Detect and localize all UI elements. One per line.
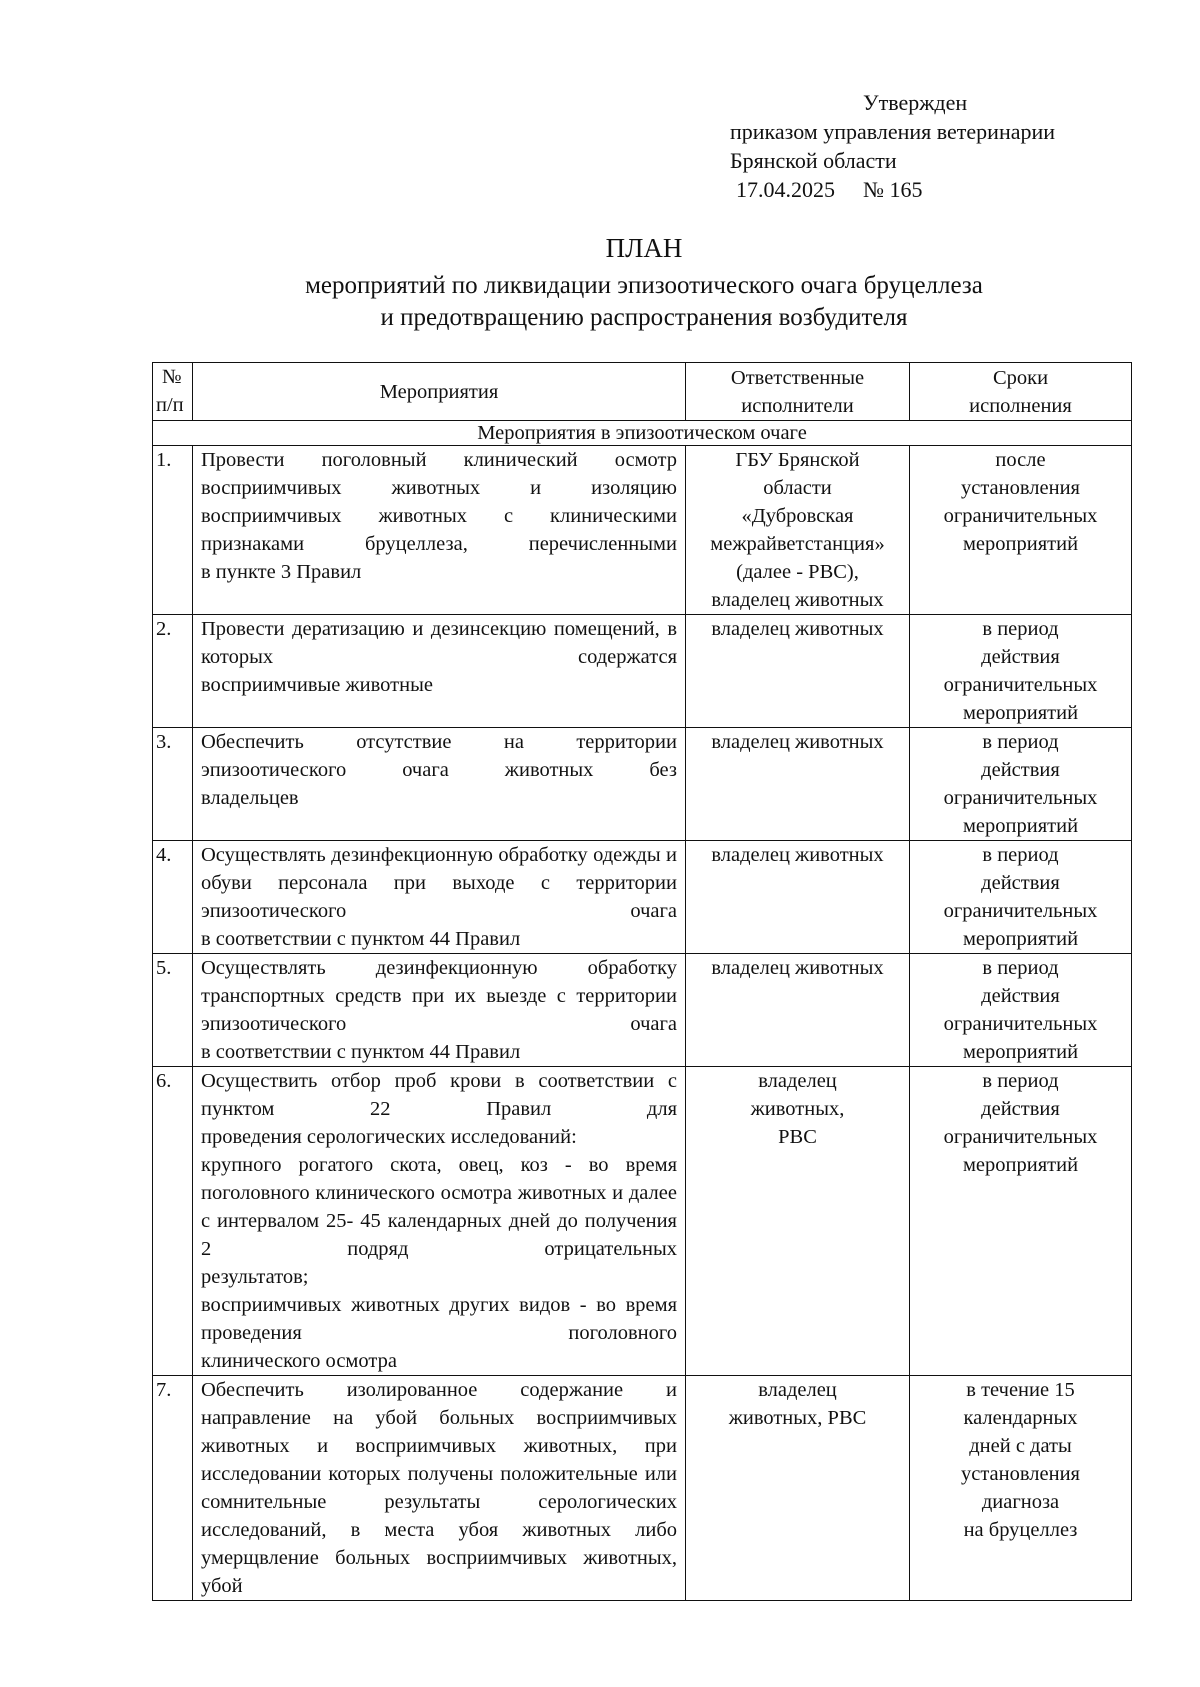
activity-cell xyxy=(193,728,686,841)
responsible-cell xyxy=(686,1376,910,1601)
activity-text-5-a: Осуществлять дезинфекционную обработку транспортных средств при их выезде с территории эпизоотического очага xyxy=(201,957,677,1035)
activity-cell xyxy=(193,841,686,954)
term-line: установления xyxy=(961,1463,1080,1485)
term-line: в период xyxy=(982,618,1059,640)
responsible-cell xyxy=(686,728,910,841)
term-line: дней с даты xyxy=(969,1435,1072,1457)
term-cell xyxy=(910,446,1132,615)
term-line: в период xyxy=(982,957,1059,979)
term-line: мероприятий xyxy=(962,533,1079,555)
term-line: мероприятий xyxy=(962,702,1079,724)
approval-approved: Утвержден xyxy=(863,90,968,115)
term-line: ограничительных xyxy=(943,900,1098,922)
term-line: действия xyxy=(981,759,1060,781)
section-row xyxy=(153,421,1132,446)
approval-stamp-block xyxy=(730,88,1130,204)
table-row xyxy=(153,446,1132,615)
term-line: мероприятий xyxy=(962,815,1079,837)
term-line: ограничительных xyxy=(943,674,1098,696)
header-term xyxy=(910,363,1132,421)
term-line: диагноза xyxy=(981,1491,1060,1513)
activity-cell xyxy=(193,954,686,1067)
activity-text-3-a-last: владельцев xyxy=(201,787,299,809)
section-title: Мероприятия в эпизоотическом очаге xyxy=(153,421,1132,446)
table-row xyxy=(153,728,1132,841)
term-line: в период xyxy=(982,731,1059,753)
table-row xyxy=(153,954,1132,1067)
term-line: действия xyxy=(981,1098,1060,1120)
row-number: 6. xyxy=(153,1067,193,1376)
responsible-cell xyxy=(686,1067,910,1376)
responsible-line: владелец животных xyxy=(711,618,884,640)
term-cell xyxy=(910,728,1132,841)
activity-cell xyxy=(193,1067,686,1376)
responsible-line: владелец животных xyxy=(711,589,884,611)
approval-order-line: приказом управления ветеринарии xyxy=(730,119,1056,144)
row-number: 3. xyxy=(153,728,193,841)
responsible-line: владелец животных xyxy=(711,844,884,866)
plan-subtitle xyxy=(200,270,1088,334)
activity-text-6-c: восприимчивых животных других видов - во время проведения поголовного xyxy=(201,1294,677,1344)
header-num-line1: № xyxy=(162,366,182,388)
term-line: мероприятий xyxy=(962,1041,1079,1063)
plan-table xyxy=(152,362,1132,1601)
approval-region-line: Брянской области xyxy=(730,148,897,173)
term-line: действия xyxy=(981,985,1060,1007)
responsible-line: владелец животных xyxy=(711,957,884,979)
header-num xyxy=(153,363,193,421)
activity-cell xyxy=(193,1376,686,1601)
approval-date: 17.04.2025 xyxy=(736,177,835,202)
row-number: 5. xyxy=(153,954,193,1067)
plan-table-body xyxy=(153,421,1132,1601)
activity-text-1-a-last: в пункте 3 Правил xyxy=(201,561,362,583)
term-cell xyxy=(910,615,1132,728)
activity-text-6-a: Осуществить отбор проб крови в соответствии с пунктом 22 Правил для xyxy=(201,1070,677,1120)
activity-cell xyxy=(193,615,686,728)
term-cell xyxy=(910,841,1132,954)
activity-text-4-a-last: в соответствии с пунктом 44 Правил xyxy=(201,928,521,950)
header-term-line2: исполнения xyxy=(969,394,1072,417)
activity-text-6-a-last: проведения серологических исследований: xyxy=(201,1126,577,1148)
term-line: ограничительных xyxy=(943,1126,1098,1148)
term-line: на бруцеллез xyxy=(963,1519,1078,1541)
term-line: действия xyxy=(981,646,1060,668)
plan-subtitle-line2: и предотвращению распространения возбудителя xyxy=(380,304,908,331)
term-line: ограничительных xyxy=(943,1013,1098,1035)
activity-text-5-a-last: в соответствии с пунктом 44 Правил xyxy=(201,1041,521,1063)
term-line: ограничительных xyxy=(943,787,1098,809)
approval-date-line xyxy=(730,175,1130,204)
responsible-line: РВС xyxy=(778,1126,817,1148)
header-activities: Мероприятия xyxy=(193,363,686,421)
approval-number: № 165 xyxy=(863,177,923,202)
term-line: ограничительных xyxy=(943,505,1098,527)
activity-text-4-a: Осуществлять дезинфекционную обработку одежды и обуви персонала при выходе с территории эпизоотического очага xyxy=(201,844,677,922)
plan-subtitle-line1: мероприятий по ликвидации эпизоотического очага бруцеллеза xyxy=(305,272,983,299)
activity-text-6-b: крупного рогатого скота, овец, коз - во время поголовного клинического осмотра животных и далее с интервалом 25- 45 календарных дней до получения 2 подряд отрицательных xyxy=(201,1154,677,1260)
header-num-line2: п/п xyxy=(156,394,184,416)
table-row xyxy=(153,1067,1132,1376)
table-row xyxy=(153,841,1132,954)
responsible-line: владелец животных xyxy=(711,731,884,753)
row-number: 2. xyxy=(153,615,193,728)
responsible-line: животных, РВС xyxy=(728,1407,867,1429)
term-line: мероприятий xyxy=(962,928,1079,950)
responsible-line: владелец xyxy=(758,1070,837,1092)
activity-cell xyxy=(193,446,686,615)
term-line: установления xyxy=(961,477,1080,499)
responsible-line: ГБУ Брянской xyxy=(735,449,860,471)
activity-text-1-a: Провести поголовный клинический осмотр восприимчивых животных и изоляцию восприимчивых животных с клиническими признаками бруцеллеза, перечисленными xyxy=(201,449,677,555)
responsible-cell xyxy=(686,954,910,1067)
responsible-line: области xyxy=(763,477,832,499)
term-line: после xyxy=(995,449,1046,471)
responsible-line: «Дубровская xyxy=(741,505,854,527)
term-cell xyxy=(910,1376,1132,1601)
term-cell xyxy=(910,1067,1132,1376)
responsible-line: владелец xyxy=(758,1379,837,1401)
header-term-line1: Сроки xyxy=(992,366,1049,389)
row-number: 4. xyxy=(153,841,193,954)
term-line: календарных xyxy=(963,1407,1078,1429)
plan-title: ПЛАН xyxy=(605,233,683,263)
term-line: в период xyxy=(982,1070,1059,1092)
header-responsible xyxy=(686,363,910,421)
activity-text-7-a: Обеспечить изолированное содержание и направление на убой больных восприимчивых животных и восприимчивых животных, при исследовании которых получены положительные или сомнительные результаты серологических исследований, в места убоя животных либо умерщвление больных восприимчивых животных, убой xyxy=(201,1379,677,1597)
row-number: 1. xyxy=(153,446,193,615)
activity-text-6-c-last: клинического осмотра xyxy=(201,1350,397,1372)
table-header-row xyxy=(153,363,1132,421)
responsible-cell xyxy=(686,446,910,615)
activity-text-2-a-last: восприимчивые животные xyxy=(201,674,433,696)
term-line: в течение 15 xyxy=(966,1379,1075,1401)
row-number: 7. xyxy=(153,1376,193,1601)
header-responsible-line1: Ответственные xyxy=(730,366,865,389)
responsible-cell xyxy=(686,841,910,954)
term-line: в период xyxy=(982,844,1059,866)
term-line: мероприятий xyxy=(962,1154,1079,1176)
responsible-cell xyxy=(686,615,910,728)
responsible-line: животных, xyxy=(750,1098,845,1120)
responsible-line: межрайветстанция» xyxy=(710,533,885,555)
term-line: действия xyxy=(981,872,1060,894)
table-row xyxy=(153,615,1132,728)
activity-text-3-a: Обеспечить отсутствие на территории эпизоотического очага животных без xyxy=(201,731,677,781)
activity-text-6-b-last: результатов; xyxy=(201,1266,309,1288)
term-cell xyxy=(910,954,1132,1067)
activity-text-2-a: Провести дератизацию и дезинсекцию помещений, в которых содержатся xyxy=(201,618,677,668)
responsible-line: (далее - РВС), xyxy=(736,561,859,583)
table-row xyxy=(153,1376,1132,1601)
header-responsible-line2: исполнители xyxy=(741,394,854,417)
